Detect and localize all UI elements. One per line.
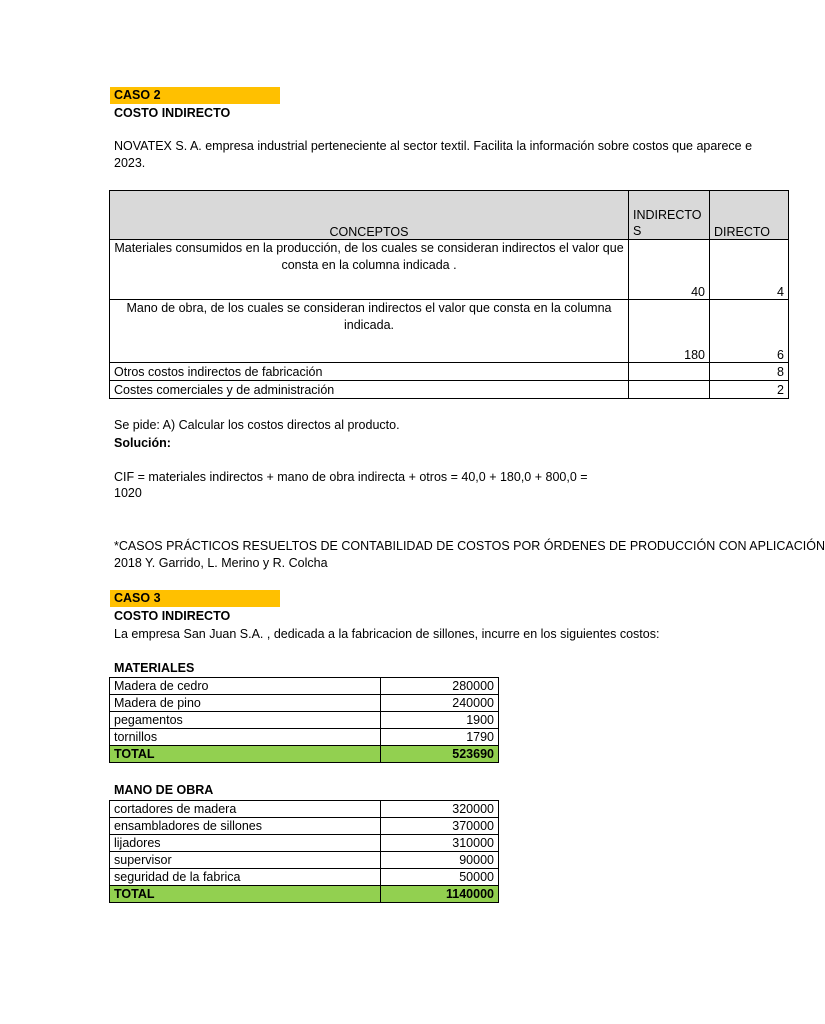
item-value: 50000: [381, 869, 499, 886]
header-directos: DIRECTO: [710, 191, 789, 240]
item-name: Madera de cedro: [110, 678, 381, 695]
table-row: [110, 729, 499, 746]
concept-cell: Costes comerciales y de administración: [110, 381, 629, 399]
indirect-cell: 40: [629, 240, 710, 300]
direct-cell: 4: [710, 240, 789, 300]
item-value: 320000: [381, 801, 499, 818]
table-row: [110, 712, 499, 729]
table-row: [110, 801, 499, 818]
materiales-title: MATERIALES: [114, 661, 195, 675]
reference-line2: 2018 Y. Garrido, L. Merino y R. Colcha: [114, 556, 328, 570]
item-name: supervisor: [110, 852, 381, 869]
concept-cell: Otros costos indirectos de fabricación: [110, 363, 629, 381]
item-name: seguridad de la fabrica: [110, 869, 381, 886]
reference-line1: *CASOS PRÁCTICOS RESUELTOS DE CONTABILIDAD DE COSTOS POR ÓRDENES DE PRODUCCIÓN CON APLICACIÓN: [114, 539, 825, 553]
total-row: [110, 886, 499, 903]
concept-cell: Mano de obra, de los cuales se consideran indirectos el valor que consta en la columna indicada.: [110, 300, 629, 363]
direct-cell: 8: [710, 363, 789, 381]
caso2-intro-line1: NOVATEX S. A. empresa industrial perteneciente al sector textil. Facilita la información sobre costos que aparece e: [114, 139, 753, 153]
item-name: ensambladores de sillones: [110, 818, 381, 835]
se-pide-text: Se pide: A) Calcular los costos directos al producto.: [114, 418, 400, 432]
total-value: 523690: [381, 746, 499, 763]
direct-cell: 2: [710, 381, 789, 399]
item-name: pegamentos: [110, 712, 381, 729]
indirect-cell: 180: [629, 300, 710, 363]
materiales-table: [109, 677, 499, 763]
solucion-label: Solución:: [114, 436, 171, 450]
header-conceptos: CONCEPTOS: [110, 191, 629, 240]
total-row: [110, 746, 499, 763]
item-value: 1900: [381, 712, 499, 729]
total-label: TOTAL: [110, 886, 381, 903]
caso2-intro-line2: 2023.: [114, 156, 146, 170]
item-value: 280000: [381, 678, 499, 695]
table-row: [110, 818, 499, 835]
item-value: 1790: [381, 729, 499, 746]
indirect-cell: [629, 363, 710, 381]
caso3-label: CASO 3: [110, 590, 280, 607]
indirect-cell: [629, 381, 710, 399]
table-row: [110, 852, 499, 869]
mano-obra-table: [109, 800, 499, 903]
item-value: 90000: [381, 852, 499, 869]
item-value: 240000: [381, 695, 499, 712]
direct-cell: 6: [710, 300, 789, 363]
caso3-intro: La empresa San Juan S.A. , dedicada a la fabricacion de sillones, incurre en los siguientes costos:: [114, 627, 660, 641]
mano-obra-title: MANO DE OBRA: [114, 783, 214, 797]
table-row: [110, 835, 499, 852]
caso2-table: [109, 190, 789, 399]
table-row: [110, 300, 789, 363]
table-row: [110, 869, 499, 886]
item-name: tornillos: [110, 729, 381, 746]
caso2-label: CASO 2: [110, 87, 280, 104]
concept-cell: Materiales consumidos en la producción, de los cuales se consideran indirectos el valor que consta en la columna indicada .: [110, 240, 629, 300]
total-value: 1140000: [381, 886, 499, 903]
header-indirectos: INDIRECTO S: [629, 191, 710, 240]
table-row: [110, 695, 499, 712]
item-value: 370000: [381, 818, 499, 835]
table-row: [110, 381, 789, 399]
item-name: cortadores de madera: [110, 801, 381, 818]
table-row: [110, 678, 499, 695]
item-value: 310000: [381, 835, 499, 852]
cif-formula-line1: CIF = materiales indirectos + mano de obra indirecta + otros = 40,0 + 180,0 + 800,0 =: [114, 470, 588, 484]
table-row: [110, 363, 789, 381]
caso2-subtitle: COSTO INDIRECTO: [114, 106, 231, 120]
total-label: TOTAL: [110, 746, 381, 763]
caso3-subtitle: COSTO INDIRECTO: [114, 609, 231, 623]
cif-formula-line2: 1020: [114, 486, 142, 500]
item-name: Madera de pino: [110, 695, 381, 712]
table-row: [110, 240, 789, 300]
item-name: lijadores: [110, 835, 381, 852]
